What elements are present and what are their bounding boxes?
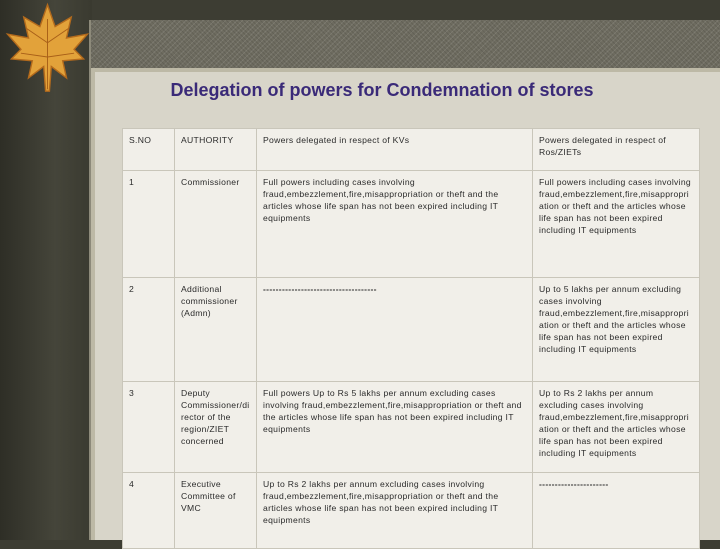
cell-kvs: Up to Rs 2 lakhs per annum excluding cases involving fraud,embezzlement,fire,misappropriation or theft and the articles whose life span has not been expired including IT equipments xyxy=(257,473,533,549)
cell-kvs: ------------------------------------ xyxy=(257,278,533,382)
cell-ros: Up to Rs 2 lakhs per annum excluding cases involving fraud,embezzlement,fire,misappropriation or theft and the articles whose life span has not been expired including IT equipments xyxy=(533,382,700,473)
cell-kvs: Full powers including cases involving fraud,embezzlement,fire,misappropriation or theft and the articles whose life span has not been expired including IT equipments xyxy=(257,171,533,278)
cell-ros: ---------------------- xyxy=(533,473,700,549)
header-authority: AUTHORITY xyxy=(175,129,257,171)
cell-ros: Up to 5 lakhs per annum excluding cases involving fraud,embezzlement,fire,misappropriation or theft and the articles whose life span has not been expired including IT equipments xyxy=(533,278,700,382)
cell-authority: Deputy Commissioner/director of the region/ZIET concerned xyxy=(175,382,257,473)
header-sno: S.NO xyxy=(123,129,175,171)
cell-authority: Additional commissioner (Admn) xyxy=(175,278,257,382)
page-title: Delegation of powers for Condemnation of stores xyxy=(170,80,594,100)
table-row xyxy=(123,382,700,473)
table-row xyxy=(123,278,700,382)
cell-sno: 2 xyxy=(123,278,175,382)
cell-sno: 4 xyxy=(123,473,175,549)
cell-sno: 3 xyxy=(123,382,175,473)
slide-frame xyxy=(89,20,720,540)
content-panel xyxy=(95,72,720,540)
delegation-table xyxy=(122,128,700,549)
table-row xyxy=(123,171,700,278)
texture-band xyxy=(91,20,720,68)
cell-sno: 1 xyxy=(123,171,175,278)
cell-authority: Executive Committee of VMC xyxy=(175,473,257,549)
cell-ros: Full powers including cases involving fraud,embezzlement,fire,misappropriation or theft and the articles whose life span has not been expired including IT equipments xyxy=(533,171,700,278)
header-ros: Powers delegated in respect of Ros/ZIETs xyxy=(533,129,700,171)
cell-kvs: Full powers Up to Rs 5 lakhs per annum excluding cases involving fraud,embezzlement,fire,misappropriation or theft and the articles whose life span has not been expired including IT equipments xyxy=(257,382,533,473)
header-kvs: Powers delegated in respect of KVs xyxy=(257,129,533,171)
table-header-row xyxy=(123,129,700,171)
maple-leaf-icon xyxy=(0,0,95,95)
table-row xyxy=(123,473,700,549)
cell-authority: Commissioner xyxy=(175,171,257,278)
